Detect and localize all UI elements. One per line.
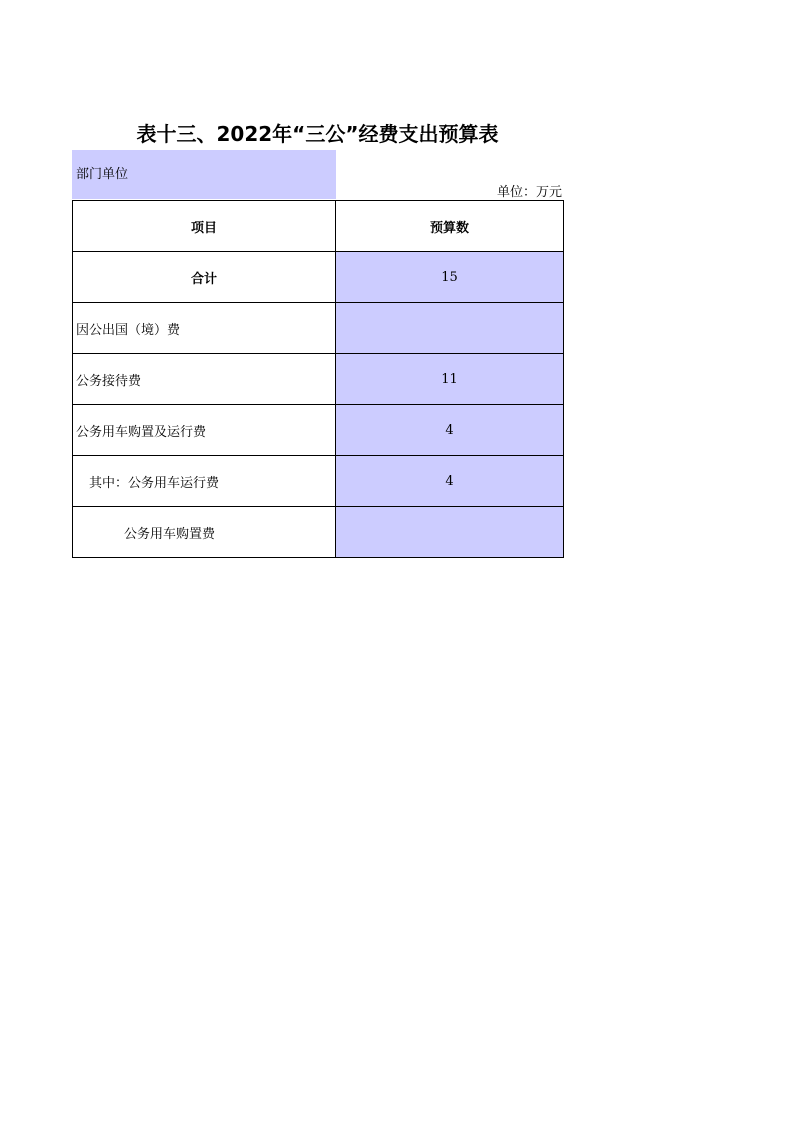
header-item: 项目 [73, 201, 336, 252]
dept-unit-cell [72, 150, 336, 199]
row-value [336, 507, 564, 558]
row-label: 因公出国（境）费 [73, 303, 336, 354]
row-value [336, 303, 564, 354]
page-title: 表十三、2022年“三公”经费支出预算表 [136, 122, 499, 146]
header-budget: 预算数 [336, 201, 564, 252]
row-value: 11 [336, 354, 564, 405]
table-row [73, 456, 564, 507]
budget-table [72, 200, 564, 558]
unit-label: 单位：万元 [496, 185, 562, 200]
row-label-total: 合计 [73, 252, 336, 303]
row-label: 公务用车购置及运行费 [73, 405, 336, 456]
row-value: 4 [336, 456, 564, 507]
row-label: 公务接待费 [73, 354, 336, 405]
table-row [73, 252, 564, 303]
dept-unit-label: 部门单位 [76, 167, 129, 182]
table-row [73, 507, 564, 558]
table-header-row [73, 201, 564, 252]
table-row [73, 303, 564, 354]
row-label: 公务用车购置费 [73, 507, 336, 558]
row-value-total: 15 [336, 252, 564, 303]
table-row [73, 354, 564, 405]
row-label: 其中：公务用车运行费 [73, 456, 336, 507]
table-row [73, 405, 564, 456]
row-value: 4 [336, 405, 564, 456]
